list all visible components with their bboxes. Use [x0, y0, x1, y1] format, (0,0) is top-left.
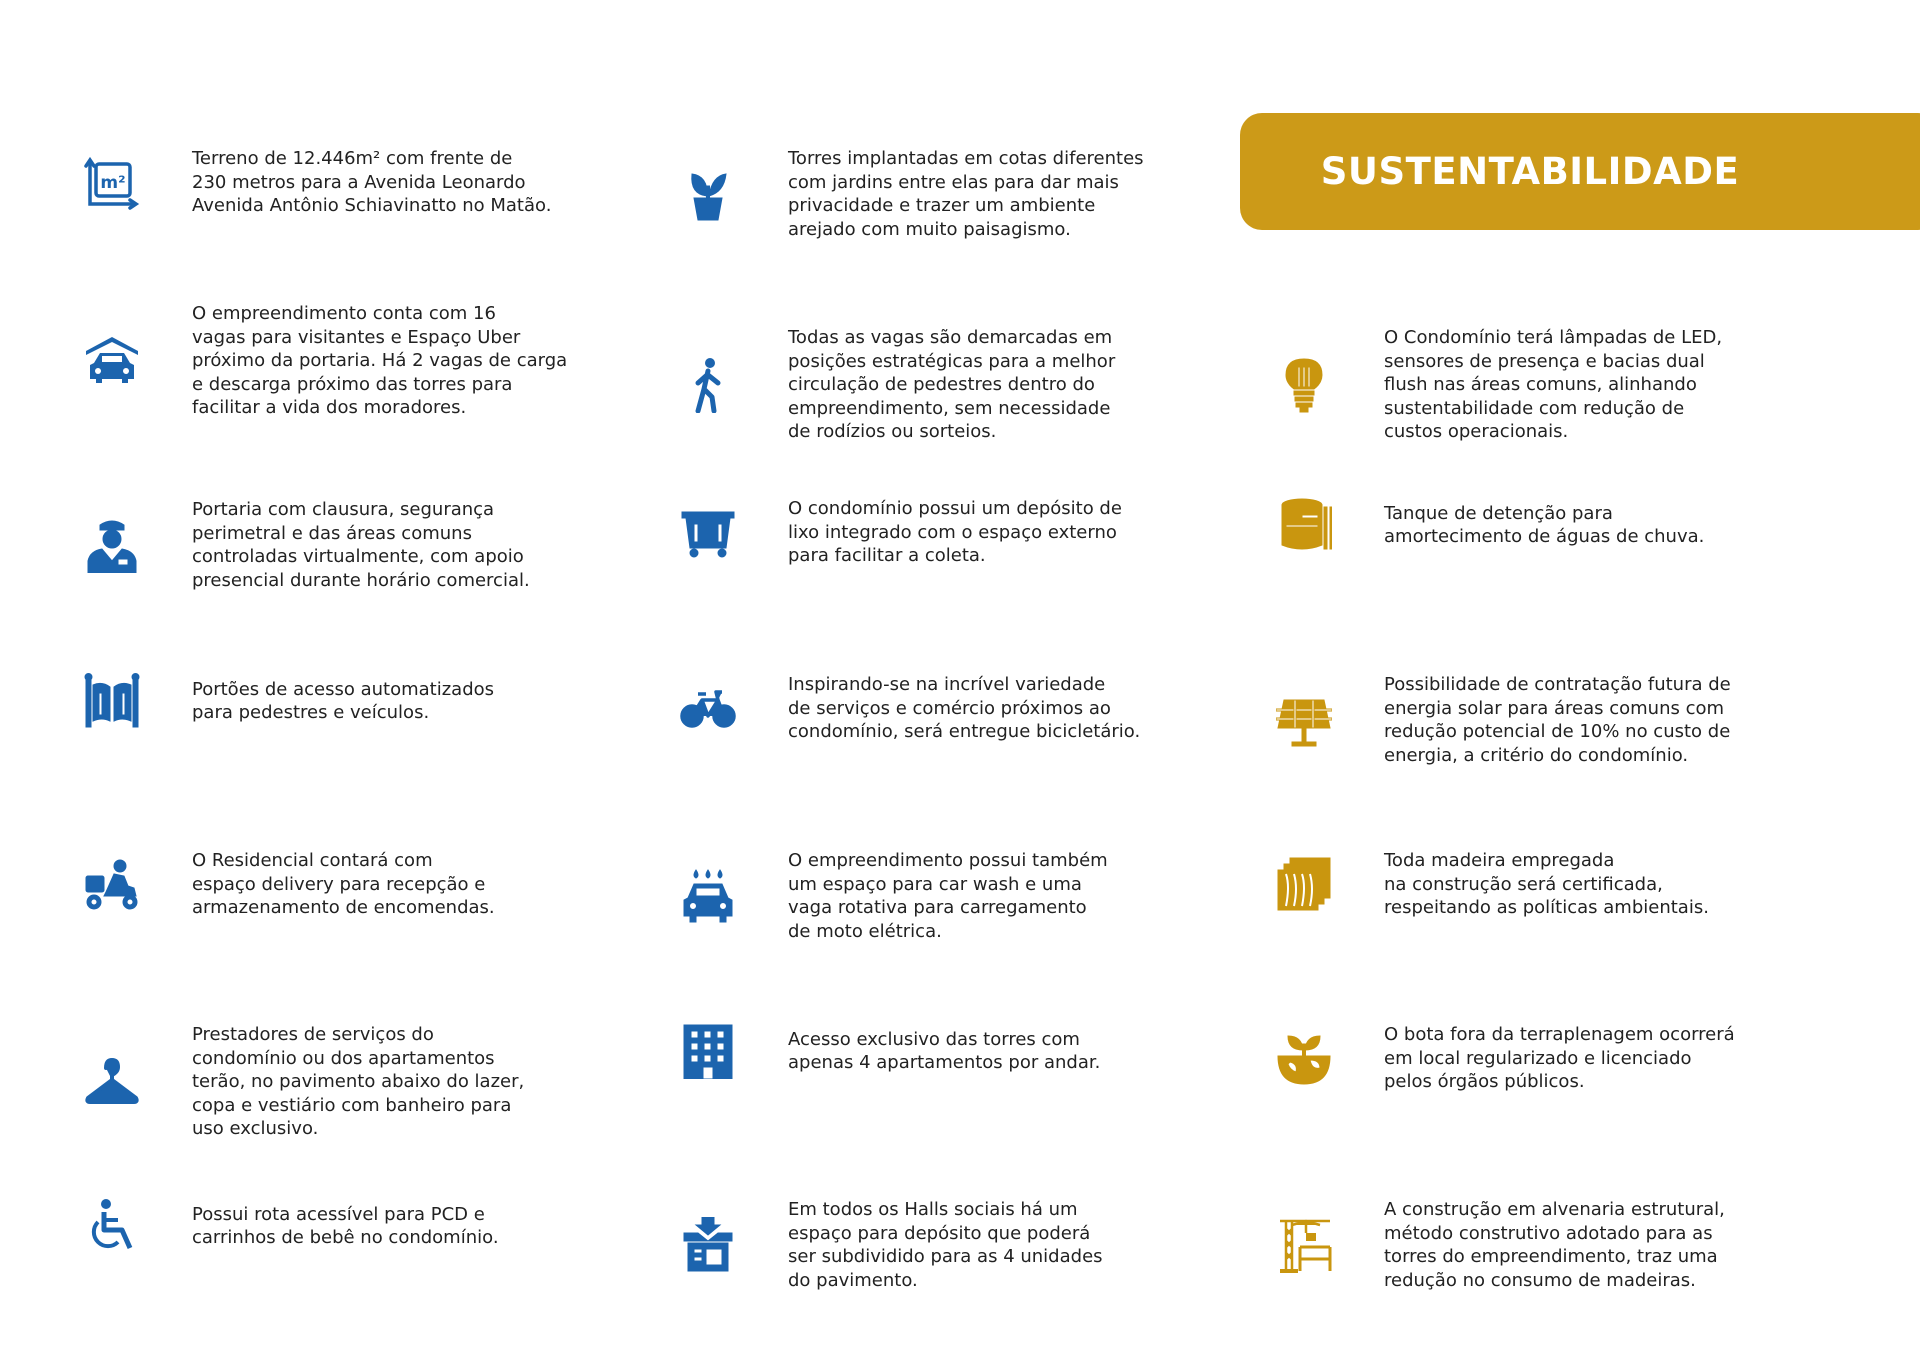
car-garage-icon: [84, 333, 140, 389]
solar-panel-icon: [1276, 692, 1332, 748]
feature-text: Tanque de detenção para amortecimento de águas de chuva.: [1384, 502, 1705, 547]
feature-item: [680, 673, 1140, 744]
led-bulb-icon: [1276, 357, 1332, 413]
building-icon: [680, 1023, 736, 1079]
feature-item: [1276, 673, 1731, 767]
feature-item: [84, 673, 494, 729]
feature-item: [1276, 1198, 1725, 1292]
earth-sprout-icon: [1276, 1030, 1332, 1086]
sustentabilidade-banner: [1240, 113, 1920, 230]
feature-text: Terreno de 12.446m² com frente de 230 metros para a Avenida Leonardo Avenida Antônio Schiavinatto no Matão.: [192, 148, 552, 216]
feature-text: Possui rota acessível para PCD e carrinhos de bebê no condomínio.: [192, 1203, 499, 1248]
feature-item: [84, 1198, 499, 1254]
car-wash-icon: [680, 868, 736, 924]
feature-item: [84, 849, 495, 920]
plant-pot-icon: [680, 166, 736, 222]
hanger-icon: [84, 1054, 140, 1110]
trash-container-icon: [680, 504, 736, 560]
feature-text: Portaria com clausura, segurança perimetral e das áreas comuns controladas virtualmente, com apoio presencial durante horário comercial.: [192, 499, 530, 591]
feature-text: O bota fora da terraplenagem ocorrerá em local regularizado e licenciado pelos órgãos públicos.: [1384, 1024, 1735, 1092]
storage-box-icon: [680, 1217, 736, 1273]
feature-item: [680, 1023, 1100, 1079]
construction-crane-icon: [1276, 1217, 1332, 1273]
feature-item: [84, 302, 567, 420]
feature-text: Todas as vagas são demarcadas em posições estratégicas para a melhor circulação de pedestres dentro do empreendimento, sem necessidade de rodízios ou sorteios.: [788, 327, 1116, 442]
feature-item: [84, 147, 551, 218]
feature-text: A construção em alvenaria estrutural, método construtivo adotado para as torres do empreendimento, traz uma redução no consumo de madeiras.: [1384, 1199, 1725, 1291]
feature-text: Possibilidade de contratação futura de energia solar para áreas comuns com redução potencial de 10% no custo de energia, a critério do condomínio.: [1384, 674, 1731, 766]
feature-text: Prestadores de serviços do condomínio ou dos apartamentos terão, no pavimento abaixo do lazer, copa e vestiário com banheiro para uso exclusivo.: [192, 1024, 525, 1139]
wheelchair-icon: [84, 1198, 140, 1254]
feature-text: O empreendimento possui também um espaço para car wash e uma vaga rotativa para carregamento de moto elétrica.: [788, 850, 1108, 942]
water-tank-icon: [1276, 497, 1332, 553]
feature-item: [680, 1198, 1103, 1292]
feature-text: Acesso exclusivo das torres com apenas 4 apartamentos por andar.: [788, 1028, 1101, 1073]
feature-item: [680, 147, 1144, 241]
feature-item: [680, 326, 1115, 444]
feature-item: [84, 1023, 524, 1141]
feature-text: O Residencial contará com espaço delivery para recepção e armazenamento de encomendas.: [192, 850, 495, 918]
feature-text: Toda madeira empregada na construção será certificada, respeitando as políticas ambientais.: [1384, 850, 1709, 918]
feature-text: O Condomínio terá lâmpadas de LED, sensores de presença e bacias dual flush nas áreas comuns, alinhando sustentabilidade com redução de custos operacionais.: [1384, 327, 1723, 442]
security-guard-icon: [84, 517, 140, 573]
feature-text: O empreendimento conta com 16 vagas para visitantes e Espaço Uber próximo da portaria. Há 2 vagas de carga e descarga próximo das torres para facilitar a vida dos moradores.: [192, 303, 568, 418]
area-m2-icon: [84, 154, 140, 210]
wood-planks-icon: [1276, 856, 1332, 912]
feature-text: O condomínio possui um depósito de lixo integrado com o espaço externo para facilitar a coleta.: [788, 498, 1122, 566]
feature-text: Portões de acesso automatizados para pedestres e veículos.: [192, 678, 495, 723]
feature-item: [680, 849, 1108, 943]
svg-text:m²: m²: [100, 173, 126, 194]
feature-text: Inspirando-se na incrível variedade de serviços e comércio próximos ao condomínio, será entregue bicicletário.: [788, 674, 1141, 742]
feature-item: [1276, 849, 1709, 920]
feature-item: [84, 498, 530, 592]
feature-item: [1276, 1023, 1735, 1094]
pedestrian-icon: [680, 357, 736, 413]
gate-icon: [84, 673, 140, 729]
feature-text: Torres implantadas em cotas diferentes com jardins entre elas para dar mais privacidade e trazer um ambiente arejado com muito paisagismo.: [788, 148, 1144, 240]
banner-title: SUSTENTABILIDADE: [1320, 150, 1740, 193]
bicycle-icon: [680, 680, 736, 736]
feature-text: Em todos os Halls sociais há um espaço para depósito que poderá ser subdividido para as 4 unidades do pavimento.: [788, 1199, 1103, 1291]
delivery-scooter-icon: [84, 856, 140, 912]
feature-item: [680, 497, 1122, 568]
feature-item: [1276, 326, 1722, 444]
feature-item: [1276, 497, 1704, 553]
